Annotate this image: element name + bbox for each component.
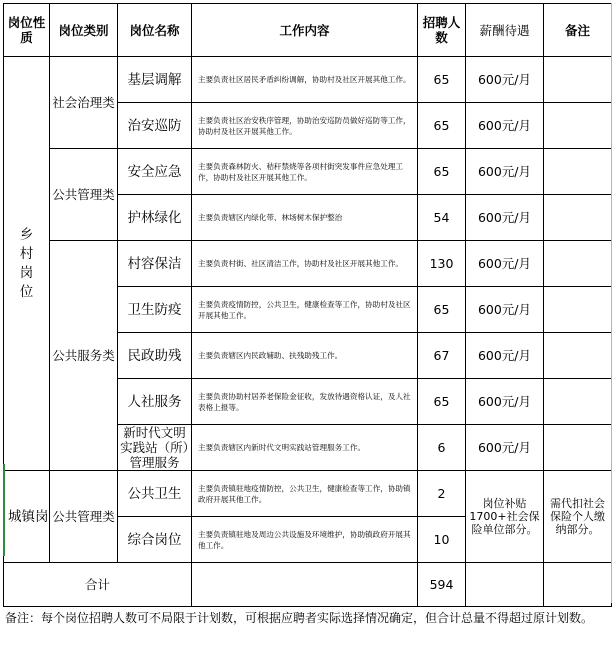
header-name: 岗位名称 [118, 4, 192, 57]
position-count: 65 [418, 149, 466, 195]
total-remark-blank [544, 563, 612, 607]
nature-town: 城镇岗 [4, 471, 50, 563]
position-salary: 600元/月 [466, 149, 544, 195]
position-name: 公共卫生 [118, 471, 192, 517]
position-duty: 主要负责森林防火、秸秆禁烧等各项村街突发事件应急处理工作，协助村及社区开展其他工作。 [192, 149, 418, 195]
position-duty: 主要负责社区治安秩序管理，协助治安巡防员做好巡防等工作，协助村及社区开展其他工作。 [192, 103, 418, 149]
position-duty: 主要负责协助村居养老保险金征收，发放待遇资格认证，及人社表格上报等。 [192, 379, 418, 425]
position-salary: 600元/月 [466, 287, 544, 333]
total-duty-blank [192, 563, 418, 607]
header-duty: 工作内容 [192, 4, 418, 57]
position-remark [544, 287, 612, 333]
total-label: 合计 [4, 563, 192, 607]
footnote: 备注：每个岗位招聘人数可不局限于计划数，可根据应聘者实际选择情况确定，但合计总量不得超过原计划数。 [5, 611, 594, 625]
position-count: 65 [418, 103, 466, 149]
position-salary: 600元/月 [466, 379, 544, 425]
category-social: 社会治理类 [50, 57, 118, 149]
position-count: 54 [418, 195, 466, 241]
position-salary: 600元/月 [466, 241, 544, 287]
header-remark: 备注 [544, 4, 612, 57]
position-name: 卫生防疫 [118, 287, 192, 333]
position-duty: 主要负责辖区内新时代文明实践站管理服务工作。 [192, 425, 418, 471]
category-public-management: 公共管理类 [50, 149, 118, 241]
position-remark [544, 425, 612, 471]
recruitment-table [3, 3, 612, 607]
position-name: 基层调解 [118, 57, 192, 103]
position-count: 65 [418, 287, 466, 333]
position-count: 65 [418, 379, 466, 425]
position-remark [544, 241, 612, 287]
header-nature: 岗位性质 [4, 4, 50, 57]
position-duty: 主要负责辖区内民政辅助、扶残助残工作。 [192, 333, 418, 379]
position-remark [544, 379, 612, 425]
position-name: 人社服务 [118, 379, 192, 425]
position-name: 新时代文明实践站（所）管理服务 [118, 425, 192, 471]
position-name: 安全应急 [118, 149, 192, 195]
total-count: 594 [418, 563, 466, 607]
town-salary: 岗位补贴1700+社会保险单位部分。 [466, 471, 544, 563]
position-remark [544, 57, 612, 103]
position-remark [544, 149, 612, 195]
position-count: 65 [418, 57, 466, 103]
position-remark [544, 103, 612, 149]
position-duty: 主要负责镇驻地及周边公共设施及环境维护，协助镇政府开展其他工作。 [192, 517, 418, 563]
nature-rural: 乡村岗位 [4, 57, 50, 471]
position-duty: 主要负责村街、社区清洁工作，协助村及社区开展其他工作。 [192, 241, 418, 287]
position-count: 67 [418, 333, 466, 379]
position-count: 10 [418, 517, 466, 563]
category-public-service: 公共服务类 [50, 241, 118, 471]
position-name: 治安巡防 [118, 103, 192, 149]
header-count: 招聘人数 [418, 4, 466, 57]
position-name: 民政助残 [118, 333, 192, 379]
sheet-right-edge [611, 3, 612, 603]
position-remark [544, 195, 612, 241]
position-remark [544, 333, 612, 379]
position-count: 2 [418, 471, 466, 517]
position-name: 综合岗位 [118, 517, 192, 563]
position-duty: 主要负责疫情防控，公共卫生，健康检查等工作，协助村及社区开展其他工作。 [192, 287, 418, 333]
position-duty: 主要负责社区居民矛盾纠纷调解，协助村及社区开展其他工作。 [192, 57, 418, 103]
total-salary-blank [466, 563, 544, 607]
position-salary: 600元/月 [466, 425, 544, 471]
header-category: 岗位类别 [50, 4, 118, 57]
position-salary: 600元/月 [466, 195, 544, 241]
header-salary: 薪酬待遇 [466, 4, 544, 57]
position-salary: 600元/月 [466, 103, 544, 149]
category-town-management: 公共管理类 [50, 471, 118, 563]
position-count: 130 [418, 241, 466, 287]
position-salary: 600元/月 [466, 57, 544, 103]
position-name: 村容保洁 [118, 241, 192, 287]
position-duty: 主要负责镇驻地疫情防控，公共卫生，健康检查等工作，协助镇政府开展其他工作。 [192, 471, 418, 517]
town-remark: 需代扣社会保险个人缴纳部分。 [544, 471, 612, 563]
position-name: 护林绿化 [118, 195, 192, 241]
position-count: 6 [418, 425, 466, 471]
position-salary: 600元/月 [466, 333, 544, 379]
selection-edge [3, 464, 5, 556]
position-duty: 主要负责辖区内绿化带、林场树木保护整治 [192, 195, 418, 241]
